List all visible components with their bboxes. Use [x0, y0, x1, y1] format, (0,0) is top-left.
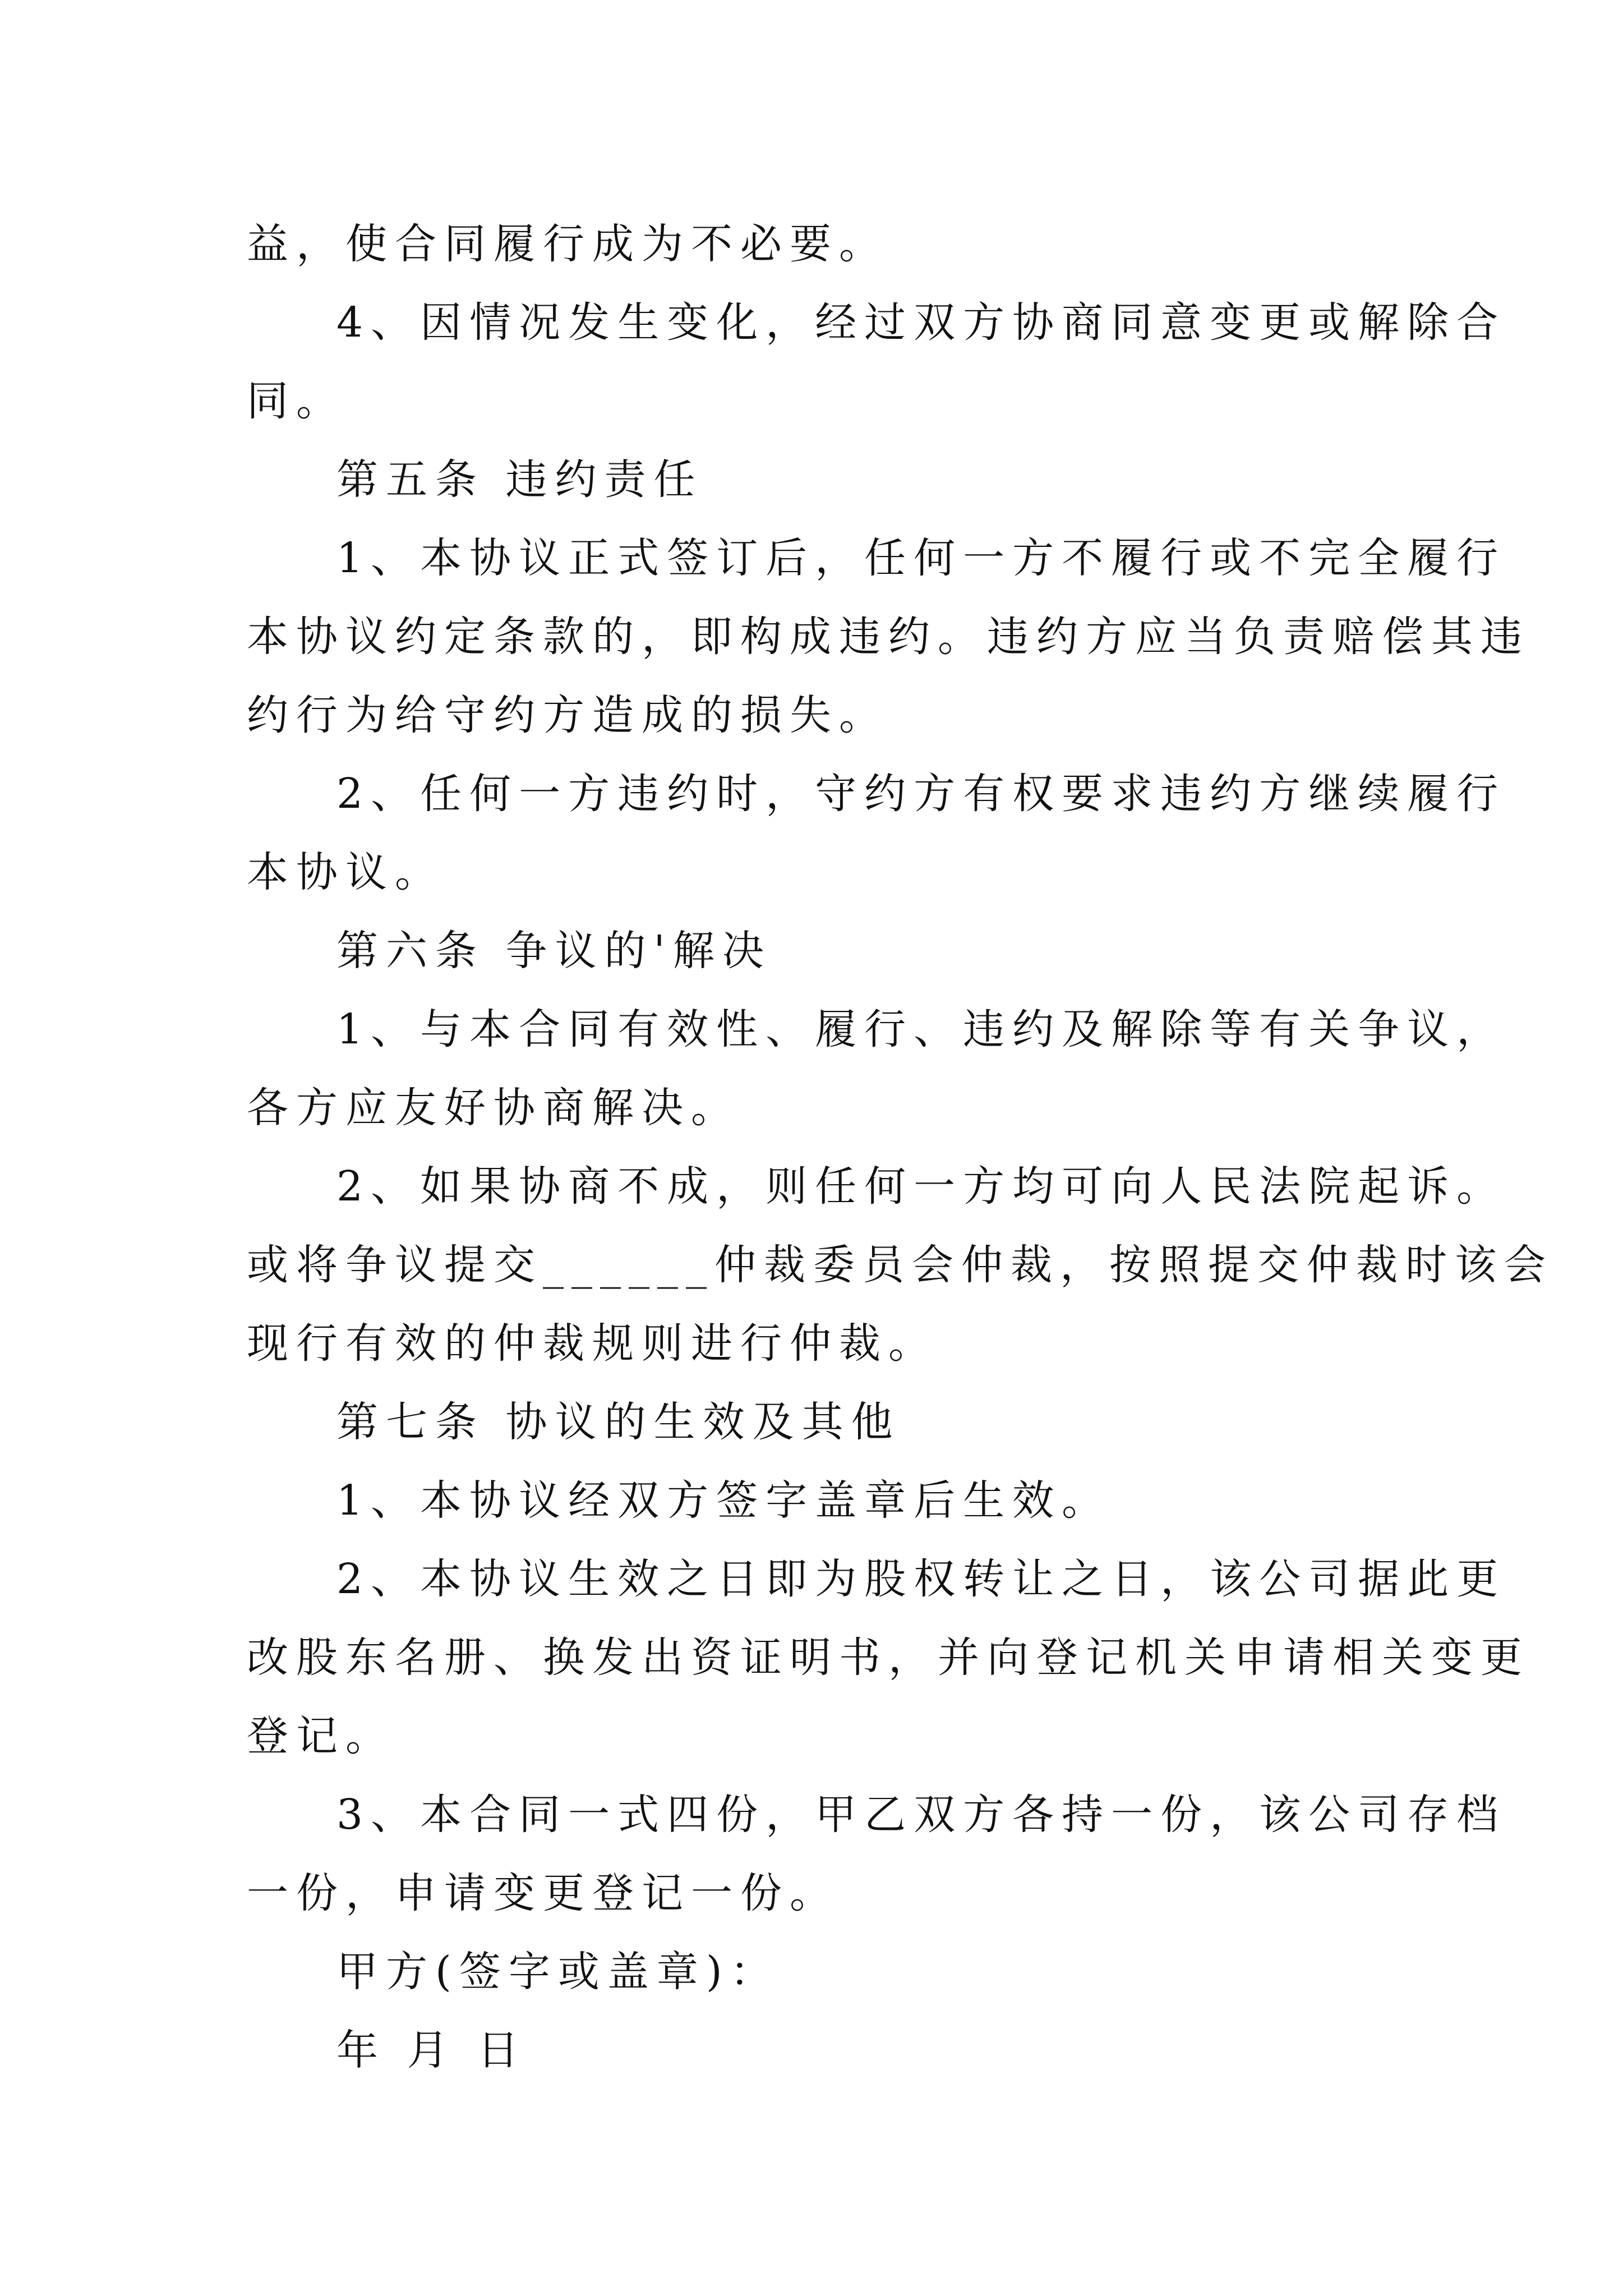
- text-line: 改股东名册、换发出资证明书，并向登记机关申请相关变更: [247, 1634, 1530, 1682]
- text-line: 益，使合同履行成为不必要。: [247, 220, 888, 268]
- text-line: 1、与本合同有效性、履行、违约及解除等有关争议，: [336, 1005, 1506, 1053]
- text-line: 2、如果协商不成，则任何一方均可向人民法院起诉。: [336, 1162, 1506, 1211]
- section-heading: 第五条 违约责任: [336, 455, 703, 504]
- section-heading: 第七条 协议的生效及其他: [336, 1398, 901, 1446]
- signature-label: 甲方(签字或盖章)：: [336, 1948, 780, 1996]
- text-line: 1、本协议正式签订后，任何一方不履行或不完全履行: [336, 534, 1506, 582]
- text-line: 3、本合同一式四份，甲乙双方各持一份，该公司存档: [336, 1791, 1506, 1839]
- text-line: 同。: [247, 377, 345, 425]
- text-line: 2、任何一方违约时，守约方有权要求违约方继续履行: [336, 770, 1506, 818]
- text-line: 4、因情况发生变化，经过双方协商同意变更或解除合: [336, 298, 1506, 347]
- text-line: 本协议。: [247, 848, 444, 896]
- text-line: 本协议约定条款的，即构成违约。违约方应当负责赔偿其违: [247, 613, 1530, 661]
- text-line: 约行为给守约方造成的损失。: [247, 691, 888, 739]
- text-line: 现行有效的仲裁规则进行仲裁。: [247, 1319, 938, 1368]
- text-line: 或将争议提交______仲裁委员会仲裁，按照提交仲裁时该会: [247, 1241, 1553, 1289]
- text-line: 一份，申请变更登记一份。: [247, 1869, 839, 1917]
- text-line: 登记。: [247, 1712, 395, 1760]
- date-line: 年 月 日: [336, 2026, 527, 2074]
- text-line: 各方应友好协商解决。: [247, 1084, 740, 1132]
- text-line: 1、本协议经双方签字盖章后生效。: [336, 1476, 1112, 1525]
- text-line: 2、本协议生效之日即为股权转让之日，该公司据此更: [336, 1555, 1506, 1603]
- section-heading: 第六条 争议的'解决: [336, 927, 772, 975]
